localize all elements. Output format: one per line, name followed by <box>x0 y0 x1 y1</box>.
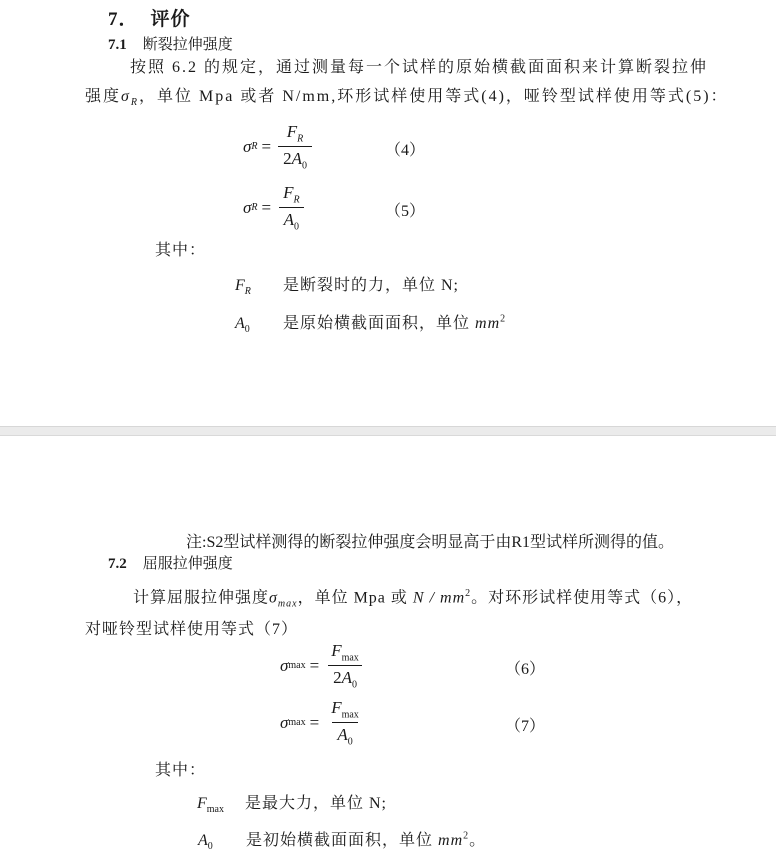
formula-lhs-sub: R <box>251 202 258 214</box>
paragraph-text: ，单位 Mpa 或 <box>297 589 413 607</box>
fraction-numerator <box>326 698 364 722</box>
denominator-sub: 0 <box>347 736 353 748</box>
paragraph-text: 计算屈服拉伸强度 <box>133 589 270 607</box>
equals-sign: = <box>261 136 272 156</box>
definition-desc: 是原始横截面面积，单位 <box>283 315 476 332</box>
paragraph-7-1-line2 <box>85 87 729 110</box>
equation-number-5: （5） <box>385 203 426 220</box>
formula-5 <box>243 183 305 233</box>
numerator-symbol: F <box>283 183 294 202</box>
paragraph-text: 按照 6.2 的规定，通过测量每一个试样的原始横截面面积来计算断裂拉伸 <box>130 59 709 76</box>
definition-row <box>235 272 459 297</box>
sigma-symbol: σ <box>121 88 131 105</box>
numerator-sub: R <box>297 133 304 145</box>
definition-unit: mm <box>475 315 501 332</box>
paragraph-7-1-line1 <box>130 58 708 78</box>
denominator-symbol: A <box>337 725 348 745</box>
formula-lhs-sub: max <box>288 660 306 672</box>
definition-symbol <box>235 315 279 335</box>
fraction <box>278 122 312 172</box>
definition-text <box>283 277 459 294</box>
denominator-sub: 0 <box>301 160 307 172</box>
formula-lhs: σ <box>280 712 289 732</box>
symbol-main: F <box>197 795 207 812</box>
definition-desc: 是初始横截面面积，单位 <box>246 832 439 849</box>
fraction-numerator <box>282 122 309 146</box>
symbol-sub: 0 <box>207 841 213 853</box>
equation-number-7: （7） <box>505 718 546 735</box>
fraction-numerator <box>326 641 364 665</box>
subsection-number: 7.1 <box>108 37 127 53</box>
fraction-denominator <box>279 207 304 232</box>
definition-symbol <box>198 832 242 852</box>
unit-superscript: 2 <box>465 588 472 599</box>
paragraph-text: 。对环形试样使用等式（6）， <box>471 589 694 607</box>
section-title: 评价 <box>150 9 191 30</box>
sigma-subscript: max <box>277 598 298 610</box>
definition-unit-sup: 2 <box>500 313 507 325</box>
definition-unit-sup: 2 <box>463 830 470 842</box>
numerator-sub: R <box>293 194 300 206</box>
symbol-main: A <box>198 832 208 849</box>
where-label: 其中： <box>155 242 207 259</box>
equation-number-6: （6） <box>505 661 546 678</box>
fraction-denominator <box>332 722 357 747</box>
formula-7 <box>280 698 364 748</box>
equals-sign: = <box>309 655 320 675</box>
denominator-coef: 2 <box>333 668 342 688</box>
definition-desc: 是断裂时的力，单位 N; <box>283 277 460 294</box>
definition-tail: 。 <box>469 832 487 849</box>
section-number: 7． <box>108 9 139 30</box>
page-break-separator <box>0 426 776 436</box>
numerator-sub: max <box>341 709 359 721</box>
equation-number-4: （4） <box>385 142 426 159</box>
symbol-main: A <box>235 315 245 332</box>
formula-lhs: σ <box>280 655 289 675</box>
subsection-title: 屈服拉伸强度 <box>142 556 233 572</box>
numerator-symbol: F <box>286 122 298 141</box>
sigma-subscript: R <box>130 97 140 109</box>
subsection-7-1-heading <box>108 36 233 55</box>
numerator-sub: max <box>341 652 359 664</box>
symbol-sub: max <box>206 804 224 816</box>
numerator-symbol: F <box>331 698 342 717</box>
sigma-symbol: σ <box>269 589 278 607</box>
definition-desc: 是最大力，单位 N; <box>245 795 388 812</box>
formula-4 <box>243 122 312 172</box>
fraction-numerator <box>278 183 305 207</box>
definition-unit: mm <box>438 832 464 849</box>
symbol-sub: 0 <box>244 324 250 336</box>
definition-symbol <box>197 795 241 815</box>
fraction <box>326 641 364 691</box>
numerator-symbol: F <box>331 641 342 660</box>
symbol-main: F <box>235 277 245 294</box>
note-line: 注:S2型试样测得的断裂拉伸强度会明显高于由R1型试样所测得的值。 <box>186 534 675 551</box>
formula-lhs: σ <box>243 197 252 217</box>
fraction <box>278 183 305 233</box>
paragraph-7-2-line2: 对哑铃型试样使用等式（7） <box>85 621 299 638</box>
denominator-sub: 0 <box>294 221 300 233</box>
definition-row <box>235 310 506 335</box>
subsection-number: 7.2 <box>108 556 127 572</box>
fraction <box>326 698 364 748</box>
denominator-symbol: A <box>291 149 302 169</box>
definition-row <box>197 790 387 815</box>
fraction-denominator <box>278 146 312 171</box>
subsection-7-2-heading <box>108 555 233 574</box>
definition-row <box>198 827 486 852</box>
definition-text <box>245 795 387 812</box>
symbol-sub: R <box>244 286 251 298</box>
section-heading <box>108 8 191 32</box>
denominator-coef: 2 <box>283 149 292 169</box>
paragraph-7-2-line1 <box>133 588 693 611</box>
formula-lhs-sub: R <box>251 141 258 153</box>
denominator-symbol: A <box>341 668 352 688</box>
fraction-denominator <box>328 665 362 690</box>
denominator-sub: 0 <box>351 679 357 691</box>
definition-text <box>283 315 506 332</box>
unit-symbol: N / mm <box>412 589 466 607</box>
equals-sign: = <box>261 197 272 217</box>
paragraph-text: 强度 <box>85 88 122 105</box>
definition-symbol <box>235 277 279 297</box>
formula-6 <box>280 641 364 691</box>
where-label: 其中： <box>155 762 207 779</box>
definition-text <box>246 832 486 849</box>
denominator-symbol: A <box>283 210 295 230</box>
formula-lhs: σ <box>243 136 252 156</box>
formula-lhs-sub: max <box>288 717 306 729</box>
equals-sign: = <box>309 712 320 732</box>
paragraph-text: ，单位 Mpa 或者 N/mm,环形试样使用等式(4)，哑铃型试样使用等式(5)： <box>139 88 729 105</box>
subsection-title: 断裂拉伸强度 <box>142 37 233 53</box>
